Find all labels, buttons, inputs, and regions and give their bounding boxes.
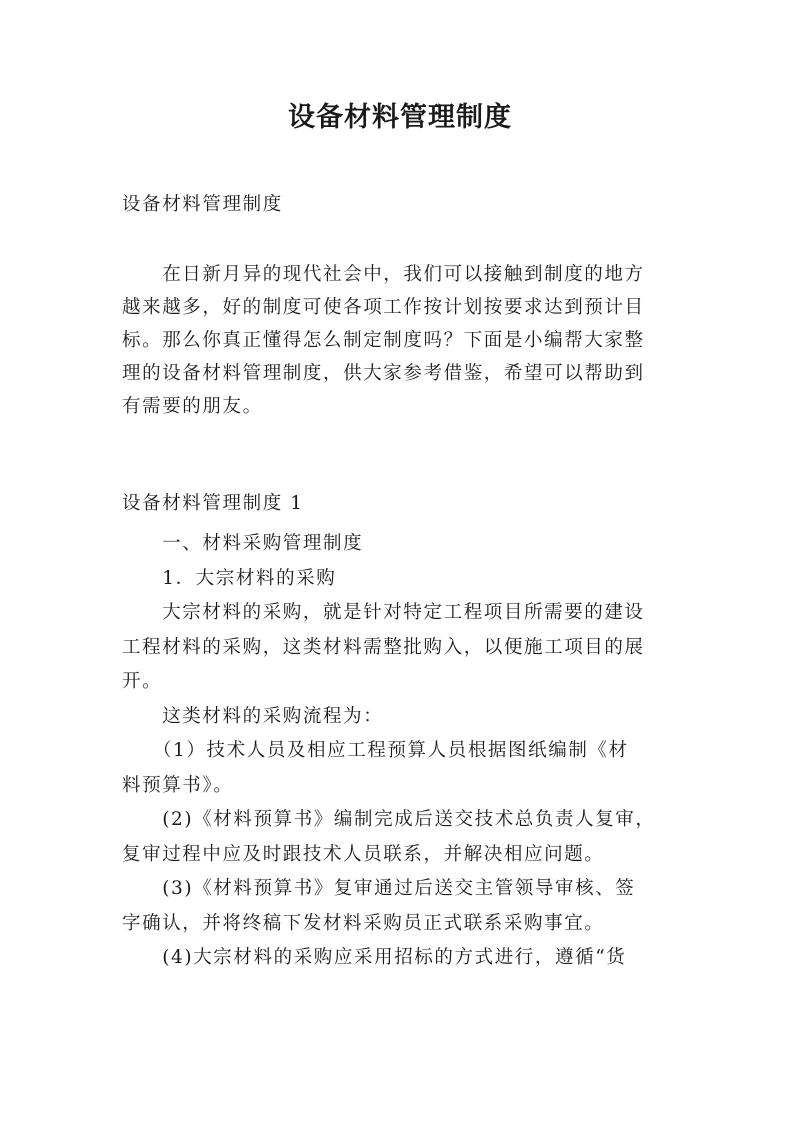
intro-line: 有需要的朋友。: [122, 396, 263, 417]
section-line: 料预算书》。: [122, 774, 234, 796]
section-line: (2)《材料预算书》编制完成后送交技术总负责人复审，: [122, 809, 656, 830]
section-line: （1）技术人员及相应工程预算人员根据图纸编制《材: [122, 740, 629, 761]
section-line: 工程材料的采购，这类材料需整批购入，以便施工项目的展: [122, 636, 645, 658]
intro-paragraph: [122, 258, 682, 423]
section-line: 这类材料的采购流程为：: [122, 705, 384, 727]
section-line: 大宗材料的采购，就是针对特定工程项目所需要的建设: [122, 602, 645, 623]
document-subtitle: [122, 188, 682, 221]
intro-line: 理的设备材料管理制度，供大家参考借鉴，希望可以帮助到: [122, 363, 645, 384]
section-line: 一、材料采购管理制度: [122, 533, 364, 554]
intro-line: 标。那么你真正懂得怎么制定制度吗？下面是小编帮大家整: [122, 330, 645, 351]
intro-line: 在日新月异的现代社会中，我们可以接触到制度的地方: [122, 264, 645, 285]
section-line: (3)《材料预算书》复审通过后送交主管领导审核、签: [122, 878, 636, 899]
section-line: 复审过程中应及时跟技术人员联系，并解决相应问题。: [122, 843, 605, 865]
section-line: 字确认，并将终稿下发材料采购员正式联系采购事宜。: [122, 912, 605, 934]
intro-line: 越来越多，好的制度可使各项工作按计划按要求达到预计目: [122, 297, 645, 318]
section-line: 1．大宗材料的采购: [122, 567, 337, 589]
section-heading-text: 设备材料管理制度 1: [122, 493, 304, 514]
subtitle-line: 设备材料管理制度: [122, 194, 283, 215]
document-title: 设备材料管理制度: [288, 102, 512, 133]
section-heading: [122, 487, 682, 520]
section-line: 开。: [122, 671, 163, 692]
section-line: (4)大宗材料的采购应采用招标的方式进行，遵循“货: [122, 947, 627, 968]
section-body: [122, 527, 682, 976]
